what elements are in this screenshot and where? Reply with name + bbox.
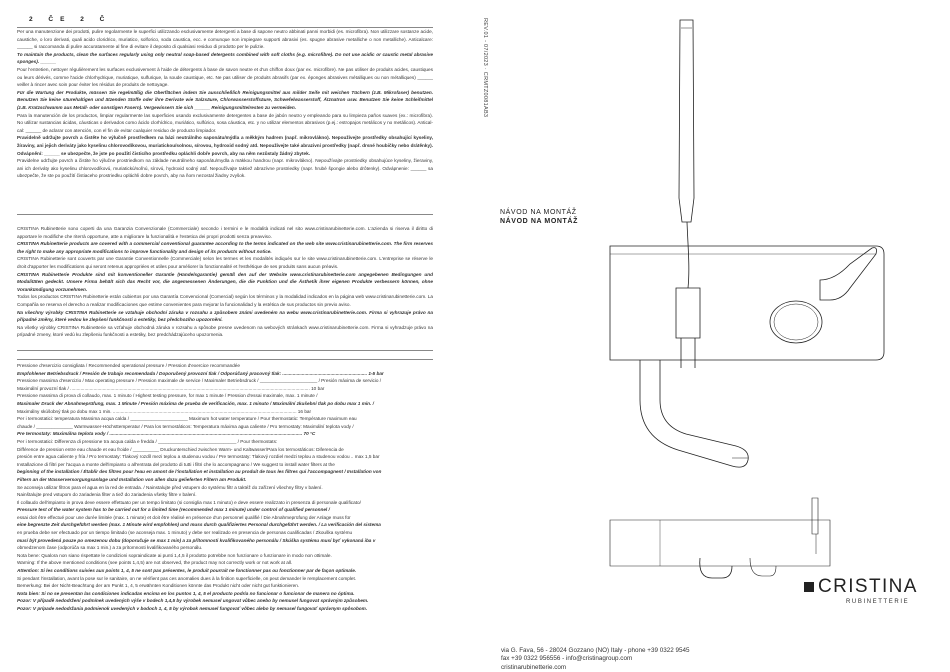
product-drawing (500, 18, 920, 588)
warranty-paragraph-de: CRISTINA Rubinetterie Produkte sind mit konventioneller Garantie (Handelsgarantie) gemäß den auf der Website www.cristinarubinetterie.com angegebenen Bedingungen und Modalitäten gedeckt. Unsere Firma behält sich das Recht vor, die angemessenen Änderungen, die die Funktion und die Ästhetik ihrer eigenen Produkte verbessern können, ohne Vorankündigung vorzunehmen. (17, 271, 433, 292)
spec-line: Nota bien: Si no se presentan las condiciones indicadas encima en los puntos 1, 4, 5 el producto podría no funcionar o funcionar de manera no óptima. (17, 590, 355, 596)
shower-hose (687, 222, 689, 288)
care-paragraph-sk: Pravidelne udržujte povrch a čistite ho výlučne prostriedkom na základe neutrálneho saponátu/mydla a mäkkou handrou (napr. mikrovlákno). Nepoužívajte prostriedky obsahujúce kyseliny, žieraviny, ani ich deriváty ako kyselinu chlorovodíkovú, muriatickú/soľnú, sírovú, hydroxid sodný atď. Nepoužívajte taktiež abrazívne prostriedky (napr. hrubé špongie alebo drôtenky). Odvápnenie: ______ sa ubezpečte, že ste po použití čistiaceho prostriedku opláchli dobre povrch, aby na ňom nezostal žiadny zvyšok. (17, 158, 433, 179)
spec-line: chaude / ______________ Warmwasser-Höchsttemperatur / Para los termostáticos: Temperatura máxima agua caliente / Pro termostaty: Maximální teplota vody / (17, 423, 354, 429)
divider (17, 359, 433, 360)
warranty-paragraph-es: Todos los productos CRISTINA Rubinetterie están cubiertos por una Garantía Convencional (Comercial) según los términos y la modalidad indicados en la página web www.cristinarubinetterie.com. La Compañía se reserva el derecho a realizar modificaciones que estime convenientes para mejorar la funcionalidad y la estética de sus productos sin previo aviso. (17, 294, 433, 307)
care-paragraph-it: Per una manutenzione dei prodotti, pulire regolarmente le superfici utilizzando esclusivamente detergenti a base di sapone neutro abbinati panni morbidi (es. microfibra). Non utilizzare sostanze acide, caustiche, o loro derivati, quali acido cloridrico, muriatico, solforico, soda caustica, ecc. e comunque non impiegare supporti abrasivi (es. spugne abrasive metalliche o non metalliche). Anticalcare: ______ si raccomanda di pulire accuratamente al fine di evitare il deposito di qualsiasi residuo di prodotto per le pulizie. (17, 29, 433, 50)
wall-plate (610, 246, 884, 360)
handshower (679, 20, 694, 222)
warranty-paragraph-fr: CRISTINA Rubinetterie sont couverts par une Garantie Conventionnelle (Commerciale) selon les termes et les modalités indiqués sur le site www.cristinarubinetterie.com. L'entreprise se réserve le droit d'apporter les modifications qui seront retenus appropriées et utiles pour améliorer la fonctionnalité et l'esthétique de ses produits sans aucun préavis. (17, 256, 433, 269)
warranty-paragraph-cz: Na všechny výrobky CRISTINA Rubinetterie se vztahuje obchodní záruka v rozsahu a způsobem známi uvedeném na webu www.cristinarubinetterie.com. Firma si vyhrazuje právo na případné změny, které vedou ke zlepšení funkčnosti a estetiky, bez předchozího upozornění. (17, 309, 433, 323)
contact-info (501, 647, 690, 672)
divider (17, 214, 433, 215)
header-letters: 2 ČE 2 Č (29, 16, 112, 23)
care-instructions (17, 28, 433, 206)
spec-line: Per i termostatici: Differenza di pressione tra acqua calda e fredda / ______________________________ / Pour thermostats: (17, 438, 278, 444)
specs-section (17, 362, 433, 667)
spec-line: Warning: If the above mentioned conditions (see points 1,4,5) are not observed, the product may not correctly work or not work at all. (17, 560, 293, 566)
spec-line: Se aconseja utilizar filtros para el agua en la red de entrada. / Nainstalujte před vstupem do systému filtr a taktéž do zařízení všechny filtry v balení. (17, 484, 323, 490)
care-paragraph-cz: Pravidelně udržujte povrch a čistěte ho výlučně prostředkem na bázi neutrálního saponátu/mýdla a měkkým hadrem (např. mikrovlákno). Nepoužívejte prostředky obsahující kyseliny, žíraviny, ani jejich deriváty jako kyselinu chlorovodíkovou, muriatickou/solnou, sírovou, hydroxid sodný atd. Nepoužívejte také abrazivní prostředky (např. drsné houbičky nebo drátěnky). Odvápnění: ______ se ubezpečte, že jste po použití čisticího prostředku opláchli dobře povrch, aby na něm nezůstaly žádný zbytek. (17, 135, 433, 156)
diverter-knob (770, 301, 822, 343)
spec-line: Installazione di filtri per l'acqua a monte dell'impianto o all'entrata del prodotto di tutti i filtri che lo accompagnano / We suggest to install water filters at the (17, 461, 335, 467)
care-paragraph-es: Para la manutención de los productos, limpiar regularmente las superficies usando exclusivamente detergentes a base de jabón neutro y empleando para su limpieza paños suaves (ex.: microfibra). No utilizar sustancias ácidas, cáusticas o derivados como ácido clorhídrico, muriático, sulfúrico, sosa cáustica, etc. y no utilizar elementos abrasivos (p.ej.: estropajos metálicos y no metálicos). Antical-cal: ______ de aclarar con atención, con el fin de evitar cualquier residuo de producto limpiador. (17, 112, 433, 133)
spec-line: eine begrenzte Zeit durchgeführt werden (max. 1 Minute wird empfohlen) und muss durch qualifiziertes Personal durchgeführt werden. / La verificación del sistema (17, 522, 381, 528)
spec-line: musí být provedená pouze po omezenou dobu (doporučuje se max 1 min) a za přítomnosti kvalifikovaného personálu / Skúška systému musí byť vykonaná iba v (17, 537, 376, 543)
spec-line: Si pendant l'installation, avant la pose sur le sanitaire, on ne vérifient pas ces anomalies dues à la finition superficielle, on peut demander le remplacement complet. (17, 575, 357, 581)
installation-title-1: NÁVOD NA MONTÁŽ (500, 209, 577, 216)
spec-line: essai doit être effectué pour une durée limitée (max. 1 minute) et doit être réalisé en présence d'un personnel qualifié / Die Abnahmeprüfung der Anlage muss für (17, 514, 351, 520)
contact-fax-email: fax +39 0322 956556 - info@cristinagroup.com (501, 655, 633, 663)
spec-line: Bemerkung: Bei der Nicht-Beachtung der am Punkt 1, 4, 5 erwähnten Konditionen könnte das Produkt nicht oder nicht gut funktionieren. (17, 583, 300, 589)
spec-line: Per i termostatici: temperatura Massima acqua calda / ______________________ Maximum hot water temperature / Pour thermostatic: Température maximum eau (17, 416, 357, 422)
contact-address: via G. Fava, 56 - 28024 Gozzano (NO) Italy - phone +39 0322 9545 (501, 647, 690, 654)
care-paragraph-en: To maintain the products, clean the surfaces regularly using only neutral soap-based detergents combined with soft cloths (e.g. microfibre). Do not use acidic or caustic metal abrasive sponges). ______ (17, 51, 433, 65)
warranty-paragraph-en: CRISTINA Rubinetterie products are covered with a commercial conventional guarantee according to the terms indicated on the web site www.cristinarubinetterie.com. The firm reserves the right to make any appropriate modifications to improve functionality and design of its products without notice. (17, 241, 433, 254)
spec-line: Maximální provozní tlak / ........................................................................................................................................................................................ 10 bar (17, 385, 325, 391)
spec-line: Pre termostaty: Maximálna teplota vody / .................................................................................................................................................... 70 °C (17, 431, 316, 437)
spec-line: Attention: Si les conditions suivies aux points 1, 4, 5 ne sont pas présentes, le produit pourrait ne fonctionner pas ou fonctionner par de façon optimale. (17, 568, 357, 574)
logo-name: CRISTINA (818, 576, 918, 597)
spec-line: Pressione d'esercizio consigliata / Recommended operational pressure / Pression d'exercice recommandée (17, 363, 240, 368)
spec-line: Pressure test of the water system has to be carried out for a limited time (recommended max 1 minute) under control of qualified personnel / (17, 507, 330, 513)
spec-line: Pozor: V prípade nedodržania podmienok uvedených v bodoch 1, 4, 5 by výrobok nemusel fungovať vôbec alebo by nemusel fungovať správnym spôsobom. (17, 606, 368, 611)
spec-line: Filtern an der Wasserversorgungsanlage und Installation von allen dazu gelieferten Filtern am Produkt. (17, 476, 247, 482)
care-paragraph-de: Für die Wartung der Produkte, müssen Sie regelmäßig die Oberflächen indem Sie ausschließlich Reinigungsmittel aus milder Seife mit weichen Tüchern (z.B. Mikrofaser) benutzen. Benutzen Sie keine säurehaltigen und ätzenden Stoffe oder ihre Derivate wie Salzsäure, Chlorwasserstoffsäure, Schwefelwasserstoff, Ätznatron usw. Benutzen Sie keine Schleifmittel (z.B. Kratzschwamm aus Metall- oder sonstigen Fasern). Vergewissern Sie sich ______ Reinigungsmittelresten zu vermeiden. (17, 89, 433, 110)
contact-website: cristinarubinetterie.com (501, 663, 567, 671)
spec-line: Maximaler Druck der Abnahmeprüfung, max. 1 Minute / Presión máxima de prueba de verificación, max. 1 minuto / Maximální zkušební tlak po dobu max 1 min. / (17, 400, 374, 406)
page-header (17, 14, 433, 26)
spec-line: Pressione massima d'esercizio / Max operating pressure / Pression maximale de service / Maximaler Betriebsdruck / ______________________ / Presión máxima de servicio / (17, 378, 382, 384)
spec-line: Maximálny skúšobný tlak po dobu max 1 min. ............................................................................................................................................. 16 bar (17, 408, 312, 414)
spec-line: Nota bene: Qualora non siano rispettate le condizioni sopraindicate ai punti 1,4,5 il prodotto potrebbe non funzionare o funzionare in modo non ottimale. (17, 552, 332, 558)
spec-line: Nainštalujte pred vstupom do zariadenia filter a tiež do zariadenia všetky filtre v balení. (17, 492, 197, 498)
spec-line: en prueba debe ser efectuado por un tiempo limitado (se aconseja max. 1 minuto) y debe ser realizado en presencia de personas cualificadas / Zkouška systému (17, 530, 353, 536)
spec-line: Il collaudo dell'impianto in prova deve essere effettuato per un tempo limitato (si consiglia max 1 minuto) e deve essere realizzato in presenza di personale qualificato/ (17, 499, 361, 505)
small-profile-plate (610, 520, 830, 566)
divider (17, 350, 433, 351)
logo-square-icon (804, 582, 814, 592)
warranty-paragraph-sk: Na všetky výrobky CRISTINA Rubinetterie sa vzťahuje obchodná záruka v rozsahu a spôsobe presne uvedenom na webových stránkach www.cristinarubinetterie.com. Firma si vyhradzuje právo na prípadné zmeny, ktoré vedú ku zlepšeniu funkčnosti a estetiky, bez predchádzajúceho upozornenia. (17, 324, 433, 338)
spec-line: Empfohlener Betriebsdruck / Presión de trabajo recomendada / Doporučený provozní tlak / Odporúčaný pracovný tlak: ................................................................. 1-5 bar (17, 370, 384, 376)
spec-line: Pozor: V případě nedodržení podmínek uvedených výše v bodech 1,4,5 by výrobek nemusel ungovat vůbec anebo by nemusel fungovat správným způsobem. (17, 598, 369, 604)
mixer-lever (820, 248, 877, 300)
spec-line: Pressione massima di prova di collaudo, max. 1 minuto / Highest testing pressure, for max 1 minute / Pression d'essai maximale, max. 1 minute / (17, 393, 318, 399)
hose-holder (676, 288, 700, 338)
installation-title-2: NÁVOD NA MONTÁŽ (500, 218, 578, 225)
small-profile-knob (700, 558, 732, 578)
spec-line: presión entre agua caliente y fría / Pro termostaty: Tlakový rozdíl mezi teplou a studenou vodou / Pre termostaty: Tlakový rozdiel medzi teplou a studenou vodou .. max 1,5 bar (17, 454, 380, 460)
warranty-paragraph-it: CRISTINA Rubinetterie sono coperti da una Garanzia Convenzionale (Commerciale) secondo i termini e le modalità indicati nel sito www.cristinarubinetterie.com. L'azienda si riserva il diritto di apportare le modifiche che riterrà opportune, atte a migliorare la funzionalità e l'estetica dei propri prodotti senza preavviso. (17, 226, 433, 239)
bath-spout (640, 360, 748, 467)
care-paragraph-fr: Pour l'entretien, nettoyer régulièrement les surfaces exclusivement à l'aide de détergents à base de savon neutre et d'un chiffon doux (par ex. microfibre). Ne pas utiliser de produits acides, caustiques ou leurs dérivés, comme l'acide chlorhydrique, muriatique, sulfurique, la soude caustique, etc. Ne pas utiliser de produits abrasifs (par ex. éponges abrasives métalliques ou non métalliques) ______ veiller à rincer avec soin pour éviter les résidus de produits de nettoyage. (17, 66, 433, 88)
spec-line: obmedzenom čase (odporúča sa max 1 min.) a za prítomnosti kvalifikovaného personálu. (17, 545, 203, 551)
spec-line: beginning of the installation / Établir des filtres pour l'eau en amont de l'installation et installation au produit de tous les filtres qui l'accompagnent / Installation von (17, 469, 382, 475)
logo-subtitle: RUBINETTERIE (846, 599, 910, 605)
warranty-section (17, 225, 433, 343)
revision-code: REV.01 - 07/2023 · CRMTZ0081AB3 (482, 18, 488, 118)
spec-line: Différence de pression entre eau chaude et eau froide / __________ Druckunterschied zwischen Warm- und Kaltwasser/Para los termostáticos: Diferencia de (17, 446, 344, 452)
